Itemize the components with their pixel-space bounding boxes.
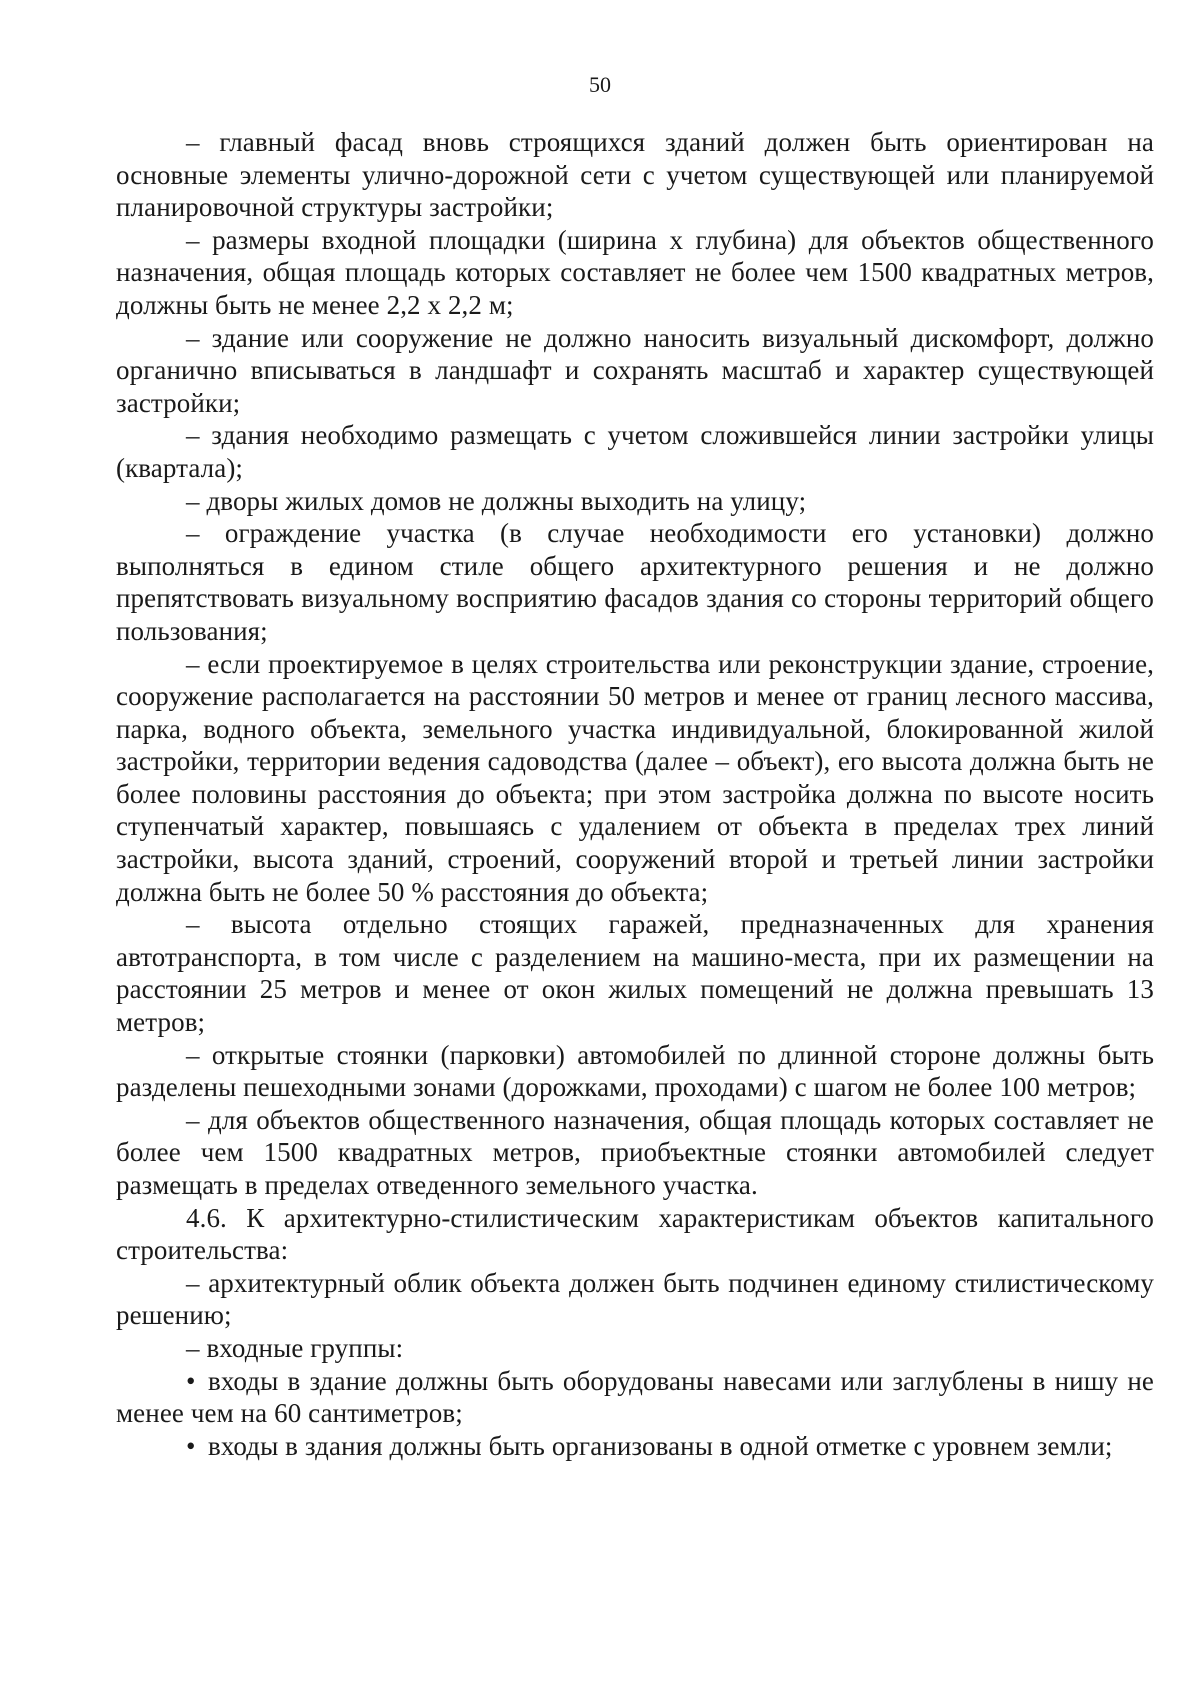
paragraph-height-limit: – если проектируемое в целях строительства или реконструкции здание, строение, сооружение располагается на расстоянии 50 метров и менее от границ лесного массива, парка, водного объекта, земельного участка индивидуальной, блокированной жилой застройки, территории ведения садоводства (далее – объект), его высота должна быть не более половины расстояния до объекта; при этом застройка должна по высоте носить ступенчатый характер, повышаясь с удалением от объекта в пределах трех линий застройки, высота зданий, строений, сооружений второй и третьей линии застройки должна быть не более 50 % расстояния до объекта; — [116, 648, 1154, 909]
paragraph-main-facade: – главный фасад вновь строящихся зданий должен быть ориентирован на основные элементы улично-дорожной сети с учетом существующей или планируемой планировочной структуры застройки; — [116, 126, 1154, 224]
paragraph-building-line: – здания необходимо размещать с учетом сложившейся линии застройки улицы (квартала); — [116, 419, 1154, 484]
paragraph-fencing: – ограждение участка (в случае необходимости его установки) должно выполняться в едином стиле общего архитектурного решения и не должно препятствовать визуальному восприятию фасадов здания со стороны территорий общего пользования; — [116, 517, 1154, 647]
bullet-item-canopy — [116, 1365, 1154, 1430]
paragraph-architectural-style: – архитектурный облик объекта должен быть подчинен единому стилистическому решению; — [116, 1267, 1154, 1332]
page-number: 50 — [589, 72, 611, 97]
bullet-item-ground-level — [116, 1430, 1154, 1463]
paragraph-courtyards: – дворы жилых домов не должны выходить на улицу; — [116, 485, 1154, 518]
paragraph-entrance-groups: – входные группы: — [116, 1332, 1154, 1365]
paragraph-garage-height: – высота отдельно стоящих гаражей, предназначенных для хранения автотранспорта, в том числе с разделением на машино-места, при их размещении на расстоянии 25 метров и менее от окон жилых помещений не должна превышать 13 метров; — [116, 908, 1154, 1038]
bullet-text: входы в здание должны быть оборудованы навесами или заглублены в нишу не менее чем на 60 сантиметров; — [116, 1365, 1154, 1429]
document-body — [116, 126, 1154, 1462]
bullet-icon: • — [186, 1430, 196, 1461]
paragraph-entrance-platform-size: – размеры входной площадки (ширина х глубина) для объектов общественного назначения, общая площадь которых составляет не более чем 1500 квадратных метров, должны быть не менее 2,2 х 2,2 м; — [116, 224, 1154, 322]
paragraph-parking-zones: – открытые стоянки (парковки) автомобилей по длинной стороне должны быть разделены пешеходными зонами (дорожками, проходами) с шагом не более 100 метров; — [116, 1039, 1154, 1104]
bullet-text: входы в здания должны быть организованы в одной отметке с уровнем земли; — [208, 1430, 1113, 1461]
paragraph-public-parking: – для объектов общественного назначения, общая площадь которых составляет не более чем 1500 квадратных метров, приобъектные стоянки автомобилей следует размещать в пределах отведенного земельного участка. — [116, 1104, 1154, 1202]
paragraph-visual-discomfort: – здание или сооружение не должно наносить визуальный дискомфорт, должно органично вписываться в ландшафт и сохранять масштаб и характер существующей застройки; — [116, 322, 1154, 420]
section-heading: 4.6. К архитектурно-стилистическим характеристикам объектов капитального строительства: — [116, 1202, 1154, 1266]
bullet-icon: • — [186, 1365, 196, 1396]
